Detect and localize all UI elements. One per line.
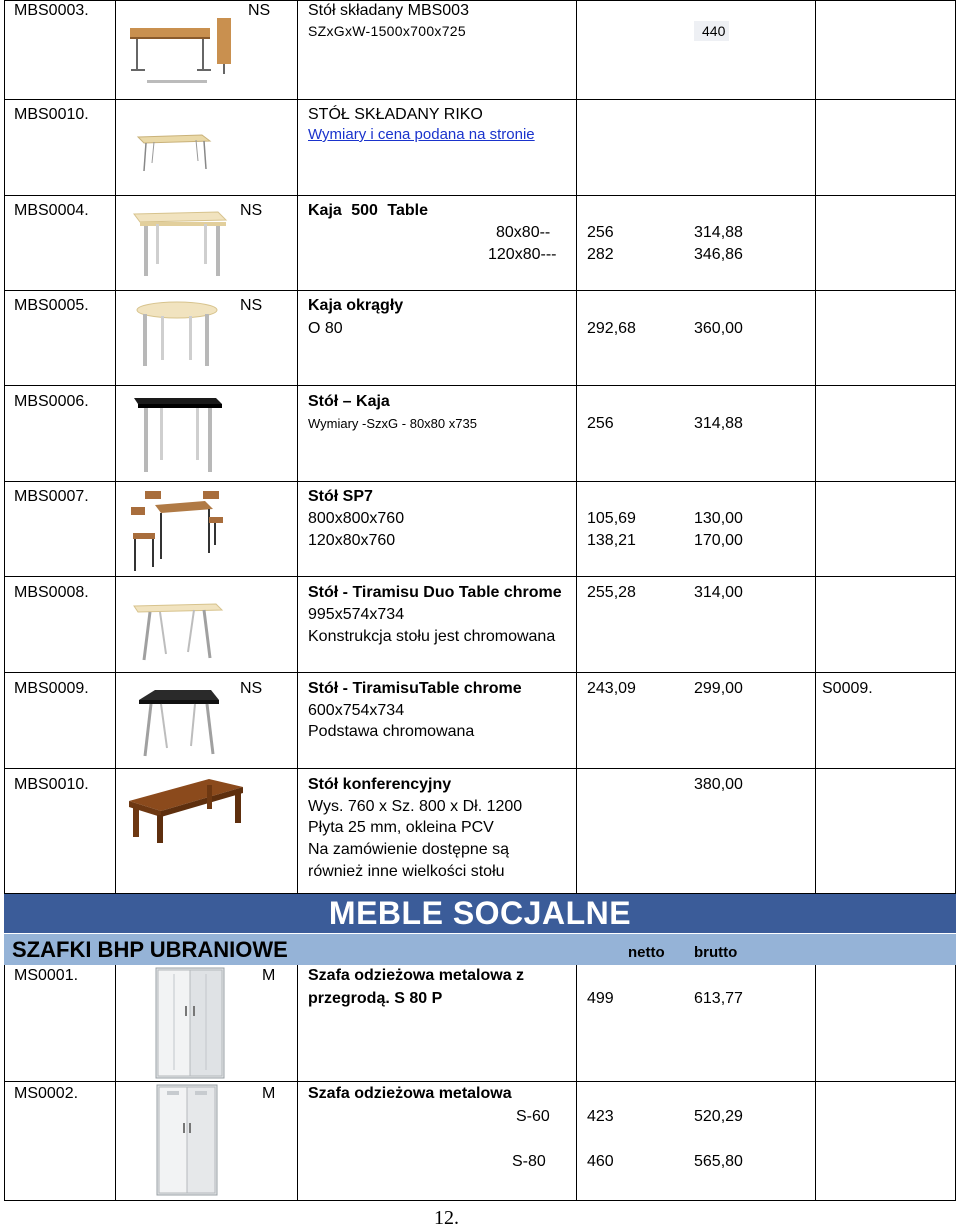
product-name: Szafa odzieżowa metalowa z: [308, 967, 525, 984]
price-netto: 256: [587, 415, 614, 432]
product-size: 120x80---: [488, 246, 557, 263]
price-netto: 105,69: [587, 510, 636, 527]
locker-s80p-image: [150, 966, 230, 1081]
subsection-title: SZAFKI BHP UBRANIOWE: [12, 937, 288, 962]
product-code: MBS0003.: [14, 2, 89, 19]
product-dims: Wymiary -SzxG - 80x80 x735: [308, 416, 477, 431]
product-size: S-60: [516, 1108, 550, 1125]
price-brutto: 346,86: [694, 246, 743, 263]
product-dims: Wys. 760 x Sz. 800 x Dł. 1200: [308, 798, 523, 815]
product-code: MBS0007.: [14, 488, 89, 505]
product-name: Stół SP7: [308, 488, 373, 505]
kaja-table-image: [130, 208, 230, 284]
table-with-chairs-image: [125, 487, 225, 575]
netto-header: netto: [628, 944, 665, 961]
folding-table-image: [125, 14, 240, 92]
conference-table-image: [125, 773, 250, 845]
row-divider: [4, 99, 956, 100]
product-name: Stół – Kaja: [308, 393, 390, 410]
product-code: MBS0004.: [14, 202, 89, 219]
product-size: 120x80x760: [308, 532, 396, 549]
col-divider: [955, 0, 956, 894]
col-divider: [297, 965, 298, 1201]
price-brutto: 299,00: [694, 680, 743, 697]
col-divider: [815, 965, 816, 1201]
product-description: Konstrukcja stołu jest chromowana: [308, 628, 556, 645]
row-divider: [4, 768, 956, 769]
ns-marker: NS: [240, 297, 263, 314]
product-name: Stół składany MBS003: [308, 2, 469, 19]
price-brutto: 520,29: [694, 1108, 743, 1125]
price-brutto: 314,00: [694, 584, 743, 601]
price-brutto: 130,00: [694, 510, 743, 527]
product-description: Podstawa chromowana: [308, 723, 475, 740]
price-brutto: 380,00: [694, 776, 743, 793]
col-divider: [115, 965, 116, 1201]
product-description: Na zamówienie dostępne są: [308, 841, 510, 858]
ns-marker: NS: [240, 202, 263, 219]
col-divider: [4, 0, 5, 894]
product-dims: SZxGxW-1500x700x725: [308, 23, 466, 39]
product-size: O 80: [308, 320, 343, 337]
product-value: 440: [694, 21, 729, 41]
ns-marker: NS: [248, 2, 271, 19]
row-divider: [4, 576, 956, 577]
product-name: Kaja 500 Table: [308, 202, 428, 219]
product-code: MBS0010.: [14, 776, 89, 793]
price-netto: 243,09: [587, 680, 636, 697]
product-dims: 600x754x734: [308, 702, 405, 719]
price-brutto: 170,00: [694, 532, 743, 549]
product-code: MBS0008.: [14, 584, 89, 601]
black-table-image: [130, 394, 225, 476]
row-divider: [4, 290, 956, 291]
price-brutto: 565,80: [694, 1153, 743, 1170]
product-name: Stół konferencyjny: [308, 776, 452, 793]
product-description: Płyta 25 mm, okleina PCV: [308, 819, 494, 836]
material-marker: M: [262, 967, 276, 984]
price-brutto: 314,88: [694, 415, 743, 432]
riko-table-image: [130, 125, 215, 180]
price-brutto: 314,88: [694, 224, 743, 241]
tiramisu-duo-table-image: [130, 598, 225, 666]
product-code: MS0002.: [14, 1085, 79, 1102]
row-divider: [4, 481, 956, 482]
col-divider: [115, 0, 116, 894]
price-netto: 423: [587, 1108, 614, 1125]
price-netto: 256: [587, 224, 614, 241]
col-divider: [4, 965, 5, 1201]
product-description: również inne wielkości stołu: [308, 863, 505, 880]
price-brutto: 360,00: [694, 320, 743, 337]
product-name: STÓŁ SKŁADANY RIKO: [308, 106, 483, 123]
col-divider: [815, 0, 816, 894]
section-title: MEBLE SOCJALNE: [328, 895, 632, 931]
col-divider: [576, 965, 577, 1201]
price-netto: 138,21: [587, 532, 636, 549]
product-name: Stół - TiramisuTable chrome: [308, 680, 522, 697]
col-divider: [297, 0, 298, 894]
product-name: Kaja okrągły: [308, 297, 404, 314]
product-code: MBS0010.: [14, 106, 89, 123]
product-dims: 995x574x734: [308, 606, 405, 623]
product-size: 80x80--: [496, 224, 551, 241]
product-size: S-80: [512, 1153, 546, 1170]
row-divider: [4, 1200, 956, 1201]
product-extra-code: S0009.: [822, 680, 873, 697]
product-code: MBS0009.: [14, 680, 89, 697]
price-netto: 255,28: [587, 584, 636, 601]
product-code: MS0001.: [14, 967, 79, 984]
product-name: Stół - Tiramisu Duo Table chrome: [308, 584, 562, 601]
product-name: przegrodą. S 80 P: [308, 990, 443, 1007]
price-netto: 460: [587, 1153, 614, 1170]
page-number: 12.: [434, 1207, 459, 1229]
row-divider: [4, 1081, 956, 1082]
ns-marker: NS: [240, 680, 263, 697]
product-size: 800x800x760: [308, 510, 405, 527]
col-divider: [576, 0, 577, 894]
locker-image: [155, 1083, 220, 1198]
price-netto: 499: [587, 990, 614, 1007]
product-code: MBS0006.: [14, 393, 89, 410]
row-divider: [4, 195, 956, 196]
price-link[interactable]: Wymiary i cena podana na stronie: [308, 126, 535, 143]
round-table-image: [135, 300, 220, 375]
material-marker: M: [262, 1085, 276, 1102]
row-divider: [4, 0, 956, 1]
brutto-header: brutto: [694, 944, 738, 961]
product-code: MBS0005.: [14, 297, 89, 314]
row-divider: [4, 385, 956, 386]
col-divider: [955, 965, 956, 1201]
price-netto: 282: [587, 246, 614, 263]
row-divider: [4, 672, 956, 673]
price-netto: 292,68: [587, 320, 636, 337]
tiramisu-table-image: [135, 686, 220, 760]
product-name: Szafa odzieżowa metalowa: [308, 1085, 512, 1102]
price-brutto: 613,77: [694, 990, 743, 1007]
